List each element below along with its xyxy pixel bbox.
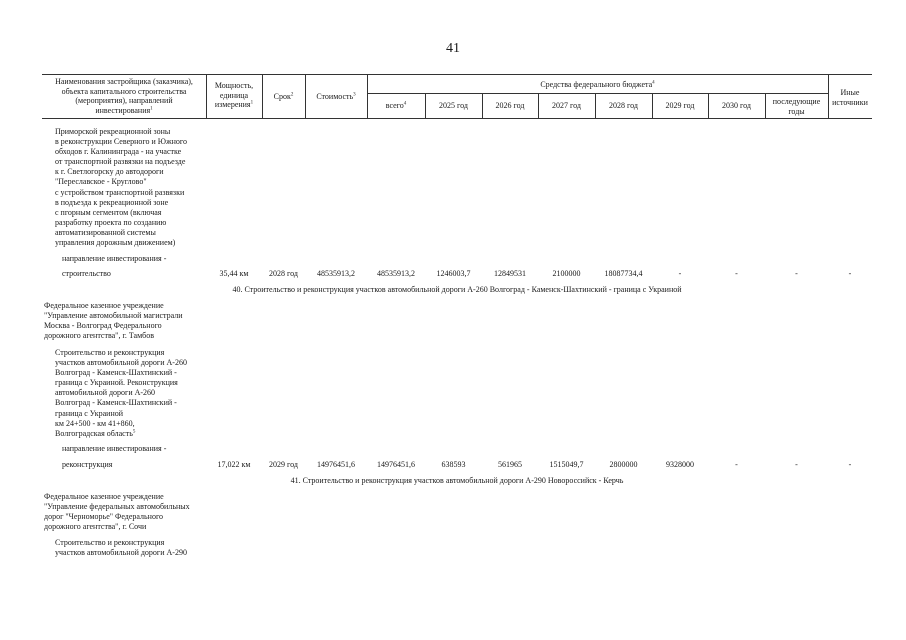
object-description: Строительство и реконструкция участков автомобильной дороги А-260 Волгоград - Каменск-Шахтинский - граница с Украиной. Реконструкция автомобильной дороги А-260 Волгоград - Каменск-Шахтинский - граница с Украиной км 24+500 - км 41+860, Волгоградская область$^5$ [55,348,187,438]
header-later-years-col: последующие годы [772,97,821,116]
header-other-sources-col: Иные источники [832,88,868,107]
row-2026: 561965 [498,460,522,469]
header-year-2026: 2026 год [495,101,525,110]
row-2027: 1515049,7 [549,460,584,469]
row-total: 14976451,6 [377,460,415,469]
row-capacity: 35,44 км [219,269,249,278]
page-number: 41 [446,41,460,56]
header-term-col: Срок$^2$ [273,92,294,101]
section-title-41: 41. Строительство и реконструкция участков автомобильной дороги А-290 Новороссийск - Керчь [290,476,624,485]
row-other-sources: - [848,269,852,278]
row-2029: - [678,269,682,278]
investment-direction-label: направление инвестирования - [62,444,167,453]
row-2025: 638593 [441,460,466,469]
object-description: Приморской рекреационной зоны в реконструкции Северного и Южного обходов г. Калининграда - на участке от транспортной развязки на подъезде к г. Светлогорску до автодороги "Переславское - Круглово" с устройством транспортной развязки в подъезда к рекреационной зоне с пгорным сегментом (включая разработку проекта по созданию автоматизированной системы управления дорожным движением) [55,127,187,248]
header-bottom-border [42,118,872,119]
row-capacity: 17,022 км [217,460,251,469]
federal-subheader-border [367,93,828,94]
header-top-border [42,74,872,75]
header-year-2028: 2028 год [609,101,638,110]
section-title-40: 40. Строительство и реконструкция участков автомобильной дороги А-260 Волгоград - Каменск-Шахтинский - граница с Украиной [232,285,682,294]
agency-name: Федеральное казенное учреждение "Управление федеральных автомобильных дорог "Черноморье" Федерального дорожного агентства", г. Сочи [44,492,190,532]
row-cost: 14976451,6 [317,460,355,469]
row-2028: 18087734,4 [604,269,643,278]
header-cost-col: Стоимость$^3$ [316,92,356,101]
header-name-col: Наименования застройщика (заказчика), объекта капитального строительства (мероприятия), направлений инвестирования$^1$ [55,77,193,115]
row-2028: 2800000 [609,460,638,469]
header-year-2029: 2029 год [665,101,695,110]
row-2029: 9328000 [666,460,694,469]
header-capacity-col: Мощность, единица измерения$^1$ [214,81,254,110]
row-2027: 2100000 [552,269,581,278]
row-direction-name: реконструкция [62,460,113,469]
header-year-2030: 2030 год [722,101,751,110]
investment-direction-label: направление инвестирования - [62,254,167,263]
agency-name: Федеральное казенное учреждение "Управление автомобильной магистрали Москва - Волгоград Федерального дорожного агентства", г. Тамбов [44,301,183,341]
row-term: 2028 год [269,269,298,278]
row-later-years: - [795,460,798,469]
row-later-years: - [795,269,798,278]
row-direction-name: строительство [62,269,111,278]
row-2030: - [735,269,738,278]
object-description: Строительство и реконструкция участков автомобильной дороги А-290 [55,538,187,558]
row-total: 48535913,2 [377,269,415,278]
header-year-2027: 2027 год [552,101,581,110]
row-other-sources: - [848,460,852,469]
header-federal-budget: Средства федерального бюджета$^4$ [540,80,655,89]
row-2026: 12849531 [494,269,526,278]
header-year-2025: 2025 год [439,101,468,110]
row-term: 2029 год [269,460,298,469]
row-2030: - [735,460,738,469]
header-total-col: всего$^4$ [385,101,407,110]
row-2025: 1246003,7 [436,269,471,278]
row-cost: 48535913,2 [317,269,355,278]
